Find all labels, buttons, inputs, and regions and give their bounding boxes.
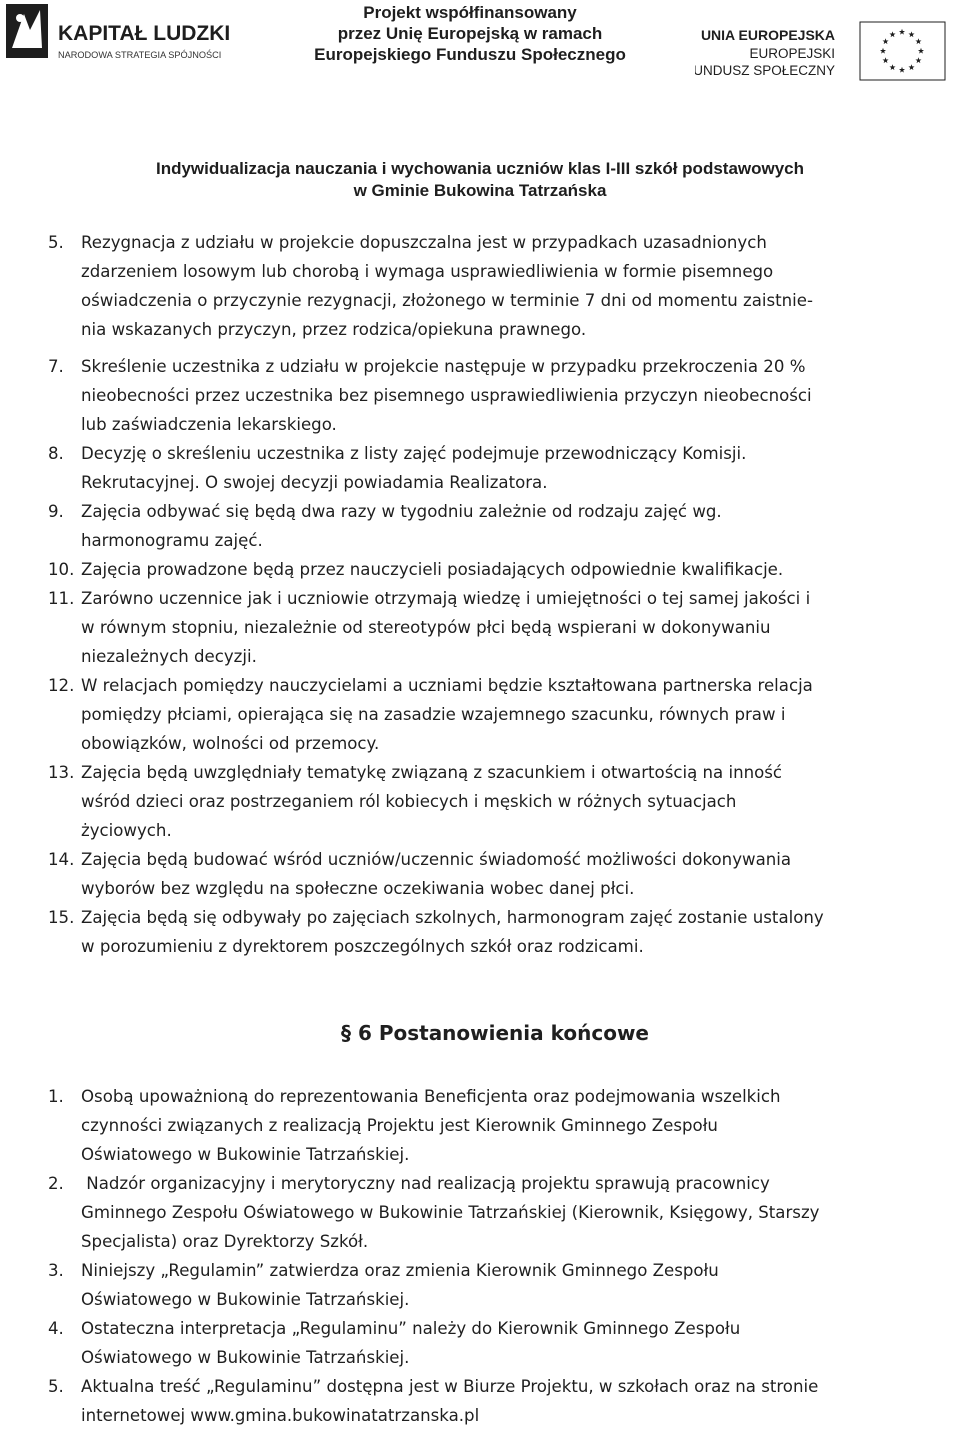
item-text [81, 1314, 951, 1372]
item-number: 13. [48, 763, 75, 782]
item-number: 5. [48, 1377, 64, 1396]
item-line: Oświatowego w Bukowinie Tatrzańskiej. [81, 1348, 410, 1367]
item-number: 7. [48, 357, 64, 376]
item-line: Ostateczna interpretacja „Regulaminu” należy do Kierownik Gminnego Zespołu [81, 1319, 741, 1338]
item-line: Aktualna treść „Regulaminu” dostępna jest w Biurze Projektu, w szkołach oraz na stronie [81, 1377, 819, 1396]
item-line: Zarówno uczennice jak i uczniowie otrzymają wiedzę i umiejętności o tej samej jakości i [81, 589, 811, 608]
item-line: Gminnego Zespołu Oświatowego w Bukowinie Tatrzańskiej (Kierownik, Księgowy, Starszy [81, 1203, 820, 1222]
item-number: 4. [48, 1319, 64, 1338]
item-line: Zajęcia będą się odbywały po zajęciach szkolnych, harmonogram zajęć zostanie ustalony [81, 908, 824, 927]
item-line: Zajęcia prowadzone będą przez nauczycieli posiadających odpowiednie kwalifikacje. [81, 560, 784, 579]
project-title-line: w Gminie Bukowina Tatrzańska [353, 181, 607, 200]
item-number: 12. [48, 676, 75, 695]
item-number: 9. [48, 502, 64, 521]
item-line: Oświatowego w Bukowinie Tatrzańskiej. [81, 1290, 410, 1309]
item-line: lub zaświadczenia lekarskiego. [81, 415, 337, 434]
item-number: 5. [48, 233, 64, 252]
item-text [81, 1082, 951, 1169]
item-number: 3. [48, 1261, 64, 1280]
item-line: wyborów bez względu na społeczne oczekiwania wobec danej płci. [81, 879, 635, 898]
item-line: obowiązków, wolności od przemocy. [81, 734, 380, 753]
item-line: zdarzeniem losowym lub chorobą i wymaga usprawiedliwienia w formie pisemnego [81, 262, 774, 281]
item-line: Zajęcia będą budować wśród uczniów/uczennic świadomość możliwości dokonywania [81, 850, 792, 869]
eu-logo-line1: UNIA EUROPEJSKA [700, 27, 835, 43]
project-title [0, 158, 960, 202]
item-text [81, 584, 951, 671]
item-line: Zajęcia odbywać się będą dwa razy w tygodniu zależnie od rodzaju zajęć wg. [81, 502, 722, 521]
kapital-ludzki-logo [0, 0, 260, 70]
item-text [81, 1169, 951, 1256]
item-line: Zajęcia będą uwzględniały tematykę związaną z szacunkiem i otwartością na inność [81, 763, 783, 782]
item-text [81, 497, 951, 555]
item-text [81, 1256, 951, 1314]
item-line: internetowej www.gmina.bukowinatatrzanska.pl [81, 1406, 480, 1425]
item-line: Specjalista) oraz Dyrektorzy Szkół. [81, 1232, 369, 1251]
cofinancing-line: Projekt współfinansowany [363, 3, 577, 22]
item-line: Niniejszy „Regulamin” zatwierdza oraz zmienia Kierownik Gminnego Zespołu [81, 1261, 719, 1280]
item-line: czynności związanych z realizacją Projektu jest Kierownik Gminnego Zespołu [81, 1116, 718, 1135]
item-number: 8. [48, 444, 64, 463]
item-line: nia wskazanych przyczyn, przez rodzica/opiekuna prawnego. [81, 320, 587, 339]
item-text [81, 671, 951, 758]
item-number: 15. [48, 908, 75, 927]
item-number: 11. [48, 589, 75, 608]
item-line: Skreślenie uczestnika z udziału w projekcie następuje w przypadku przekroczenia 20 % [81, 357, 806, 376]
item-text [81, 352, 951, 439]
left-logo-subtitle: NARODOWA STRATEGIA SPÓJNOŚCI [58, 50, 222, 60]
eu-logo-line2: EUROPEJSKI [749, 46, 835, 61]
item-text [81, 1372, 951, 1430]
eu-logo [695, 18, 960, 83]
item-line: Nadzór organizacyjny i merytoryczny nad realizacją projektu sprawują pracownicy [81, 1174, 770, 1193]
item-text [81, 439, 951, 497]
project-title-line: Indywidualizacja nauczania i wychowania uczniów klas I-III szkół podstawowych [155, 159, 805, 178]
cofinancing-line: Europejskiego Funduszu Społecznego [314, 45, 626, 64]
eu-logo-line3: FUNDUSZ SPOŁECZNY [695, 63, 835, 78]
item-text [81, 758, 951, 845]
item-line: pomiędzy płciami, opierająca się na zasadzie wzajemnego szacunku, równych praw i [81, 705, 786, 724]
item-text [81, 555, 951, 584]
cofinancing-note [260, 2, 680, 65]
eu-flag-icon [695, 18, 960, 83]
item-line: niezależnych decyzji. [81, 647, 257, 666]
item-line: w porozumieniu z dyrektorem poszczególnych szkół oraz rodzicami. [81, 937, 644, 956]
item-line: Rekrutacyjnej. O swojej decyzji powiadamia Realizatora. [81, 473, 548, 492]
item-text [81, 845, 951, 903]
item-line: wśród dzieci oraz postrzeganiem ról kobiecych i męskich w różnych sytuacjach [81, 792, 737, 811]
cofinancing-line: przez Unię Europejską w ramach [337, 24, 603, 43]
item-number: 14. [48, 850, 75, 869]
item-text [81, 228, 951, 344]
left-logo-title: KAPITAŁ LUDZKI [58, 22, 231, 45]
item-line: w równym stopniu, niezależnie od stereotypów płci będą wspierani w dokonywaniu [81, 618, 771, 637]
item-line: Oświatowego w Bukowinie Tatrzańskiej. [81, 1145, 410, 1164]
section-heading: § 6 Postanowienia końcowe [340, 1021, 649, 1045]
item-line: W relacjach pomiędzy nauczycielami a uczniami będzie kształtowana partnerska relacja [81, 676, 813, 695]
item-number: 1. [48, 1087, 64, 1106]
item-line: Osobą upoważnioną do reprezentowania Beneficjenta oraz podejmowania wszelkich [81, 1087, 781, 1106]
item-line: Rezygnacja z udziału w projekcie dopuszczalna jest w przypadkach uzasadnionych [81, 233, 767, 252]
item-line: nieobecności przez uczestnika bez pisemnego usprawiedliwienia przyczyn nieobecności [81, 386, 812, 405]
item-number: 10. [48, 560, 75, 579]
item-line: życiowych. [81, 821, 172, 840]
item-line: harmonogramu zajęć. [81, 531, 263, 550]
item-number: 2. [48, 1174, 64, 1193]
kapital-ludzki-logo-icon [0, 0, 260, 70]
item-line: oświadczenia o przyczynie rezygnacji, złożonego w terminie 7 dni od momentu zaistnie- [81, 291, 813, 310]
item-line: Decyzję o skreśleniu uczestnika z listy zajęć podejmuje przewodniczący Komisji. [81, 444, 747, 463]
item-text [81, 903, 951, 961]
